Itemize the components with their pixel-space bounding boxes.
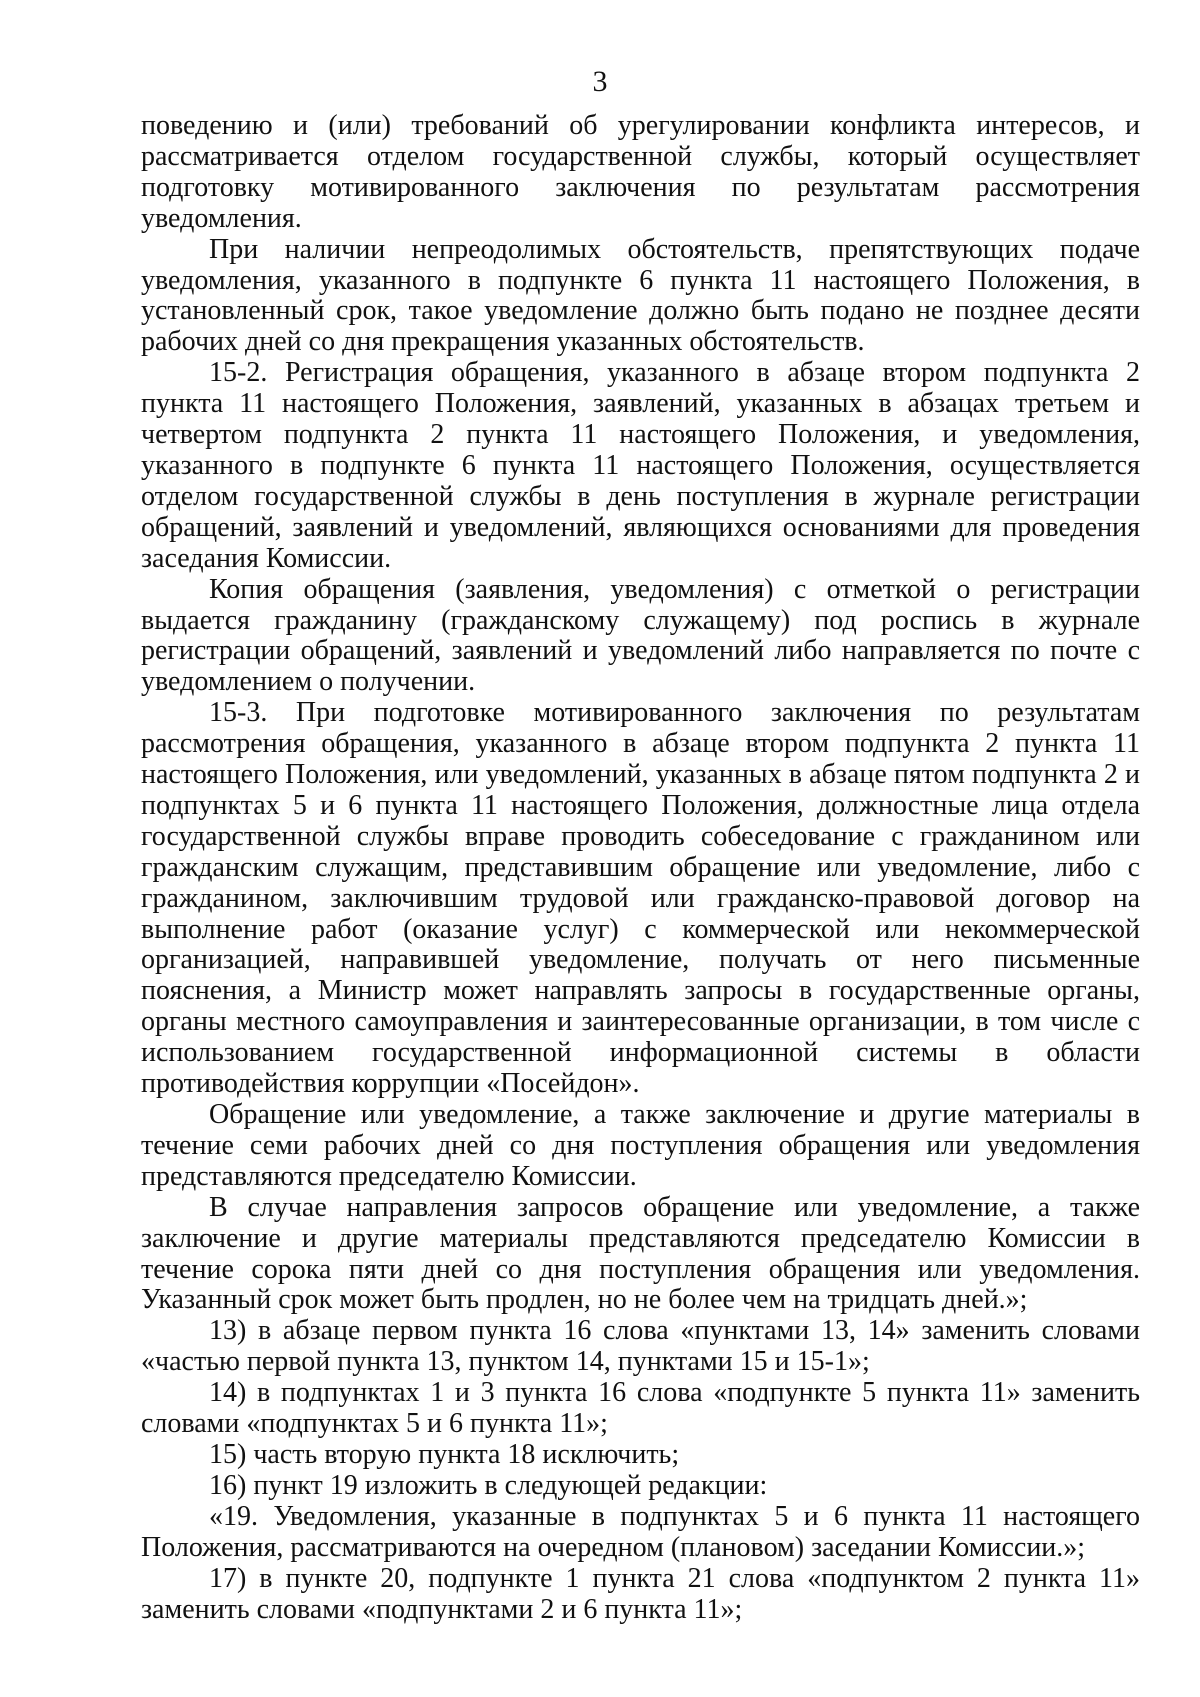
- paragraph-force-majeure: При наличии непреодолимых обстоятельств, препятствующих подаче уведомления, указанного в подпункте 6 пункта 11 настоящего Положения, в установленный срок, такое уведомление должно быть подано не позднее десяти рабочих дней со дня прекращения указанных обстоятельств.: [141, 233, 1140, 358]
- paragraph-15-3-interview: 15-3. При подготовке мотивированного заключения по результатам рассмотрения обращения, указанного в абзаце втором подпункта 2 пункта 11 настоящего Положения, или уведомлений, указанных в абзаце пятом подпункта 2 и подпунктах 5 и 6 пункта 11 настоящего Положения, должностные лица отдела государственной службы вправе проводить собеседование с гражданином или гражданским служащим, представившим обращение или уведомление, либо с гражданином, заключившим трудовой или гражданско-правовой договор на выполнение работ (оказание услуг) с коммерческой или некоммерческой организацией, направившей уведомление, получать от него письменные пояснения, а Министр может направлять запросы в государственные органы, органы местного самоуправления и заинтересованные организации, в том числе с использованием государственной информационной системы в области противодействия коррупции «Посейдон».: [141, 697, 1140, 1100]
- paragraph-item-15: 15) часть вторую пункта 18 исключить;: [209, 1438, 680, 1470]
- paragraph-copy-issuance: Копия обращения (заявления, уведомления) с отметкой о регистрации выдается гражданину (гражданскому служащему) под роспись в журнале регистрации обращений, заявлений и уведомлений либо направляется по почте с уведомлением о получении.: [141, 573, 1140, 698]
- paragraph-item-14: 14) в подпунктах 1 и 3 пункта 16 слова «подпункте 5 пункта 11» заменить словами «подпунктах 5 и 6 пункта 11»;: [141, 1377, 1140, 1440]
- page-number: 3: [592, 65, 608, 98]
- paragraph-item-17: 17) в пункте 20, подпункте 1 пункта 21 слова «подпунктом 2 пункта 11» заменить словами «подпунктами 2 и 6 пункта 11»;: [141, 1562, 1140, 1625]
- document-body: [141, 111, 1140, 1625]
- paragraph-item-13: 13) в абзаце первом пункта 16 слова «пунктами 13, 14» заменить словами «частью первой пункта 13, пунктом 14, пунктами 15 и 15-1»;: [141, 1315, 1140, 1378]
- paragraph-15-2-registration: 15-2. Регистрация обращения, указанного в абзаце втором подпункта 2 пункта 11 настоящего Положения, заявлений, указанных в абзацах третьем и четвертом подпункта 2 пункта 11 настоящего Положения, и уведомления, указанного в подпункте 6 пункта 11 настоящего Положения, осуществляется отделом государственной службы в день поступления в журнале регистрации обращений, заявлений и уведомлений, являющихся основаниями для проведения заседания Комиссии.: [141, 357, 1140, 574]
- paragraph-item-16: 16) пункт 19 изложить в следующей редакции:: [209, 1469, 768, 1501]
- paragraph-continuation: поведению и (или) требований об урегулировании конфликта интересов, и рассматривается отделом государственной службы, который осуществляет подготовку мотивированного заключения по результатам рассмотрения уведомления.: [141, 110, 1140, 234]
- paragraph-forty-five-days: В случае направления запросов обращение или уведомление, а также заключение и другие материалы представляются председателю Комиссии в течение сорока пяти дней со дня поступления обращения или уведомления. Указанный срок может быть продлен, но не более чем на тридцать дней.»;: [141, 1191, 1140, 1316]
- paragraph-seven-days: Обращение или уведомление, а также заключение и другие материалы в течение семи рабочих дней со дня поступления обращения или уведомления представляются председателю Комиссии.: [141, 1099, 1140, 1192]
- paragraph-point-19: «19. Уведомления, указанные в подпунктах 5 и 6 пункта 11 настоящего Положения, рассматриваются на очередном (плановом) заседании Комиссии.»;: [141, 1500, 1140, 1563]
